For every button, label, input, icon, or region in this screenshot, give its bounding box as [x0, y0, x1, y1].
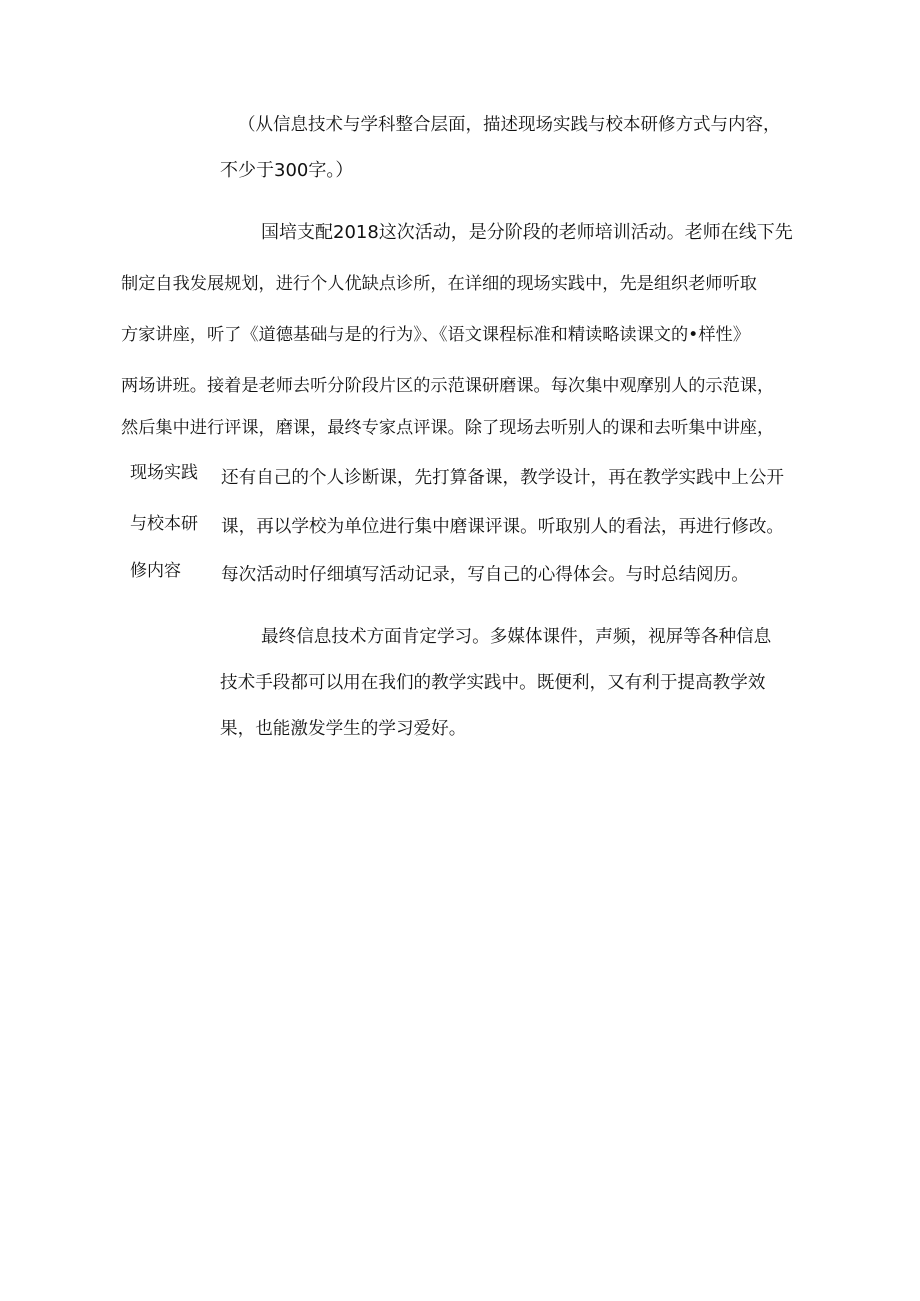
side-label-line-2: 与校本研	[130, 514, 198, 534]
paragraph1-line-1: 国培支配2018这次活动，是分阶段的老师培训活动。老师在线下先	[261, 222, 793, 243]
paragraph2-line-3: 果，也能激发学生的学习爱好。	[220, 719, 467, 739]
instruction-line-1: （从信息技术与学科整合层面，描述现场实践与校本研修方式与内容，	[238, 115, 781, 135]
paragraph1-line-6: 还有自己的个人诊断课，先打算备课，教学设计，再在教学实践中上公开	[221, 468, 785, 488]
paragraph1-line-2: 制定自我发展规划，进行个人优缺点诊所，在详细的现场实践中，先是组织老师听取	[121, 274, 757, 294]
paragraph1-line-8: 每次活动时仔细填写活动记录，写自己的心得体会。与时总结阅历。	[221, 565, 749, 585]
paragraph2-line-2: 技术手段都可以用在我们的教学实践中。既便利，又有利于提高教学效	[220, 673, 766, 693]
paragraph1-line-5: 然后集中进行评课，磨课，最终专家点评课。除了现场去听别人的课和去听集中讲座，	[121, 418, 775, 438]
instruction-line-2: 不少于300字。）	[220, 160, 354, 181]
side-label-line-1: 现场实践	[130, 463, 198, 483]
paragraph1-line-4: 两场讲班。接着是老师去听分阶段片区的示范课研磨课。每次集中观摩别人的示范课，	[121, 376, 775, 396]
side-label-line-3: 修内容	[130, 561, 181, 581]
paragraph1-line-7: 课，再以学校为单位进行集中磨课评课。听取别人的看法，再进行修改。	[221, 517, 785, 537]
paragraph1-line-3: 方家讲座，听了《道德基础与是的行为》、《语文课程标准和精读略读课文的•样性》	[121, 325, 750, 345]
paragraph2-line-1: 最终信息技术方面肯定学习。多媒体课件，声频，视屏等各种信息	[261, 627, 772, 647]
